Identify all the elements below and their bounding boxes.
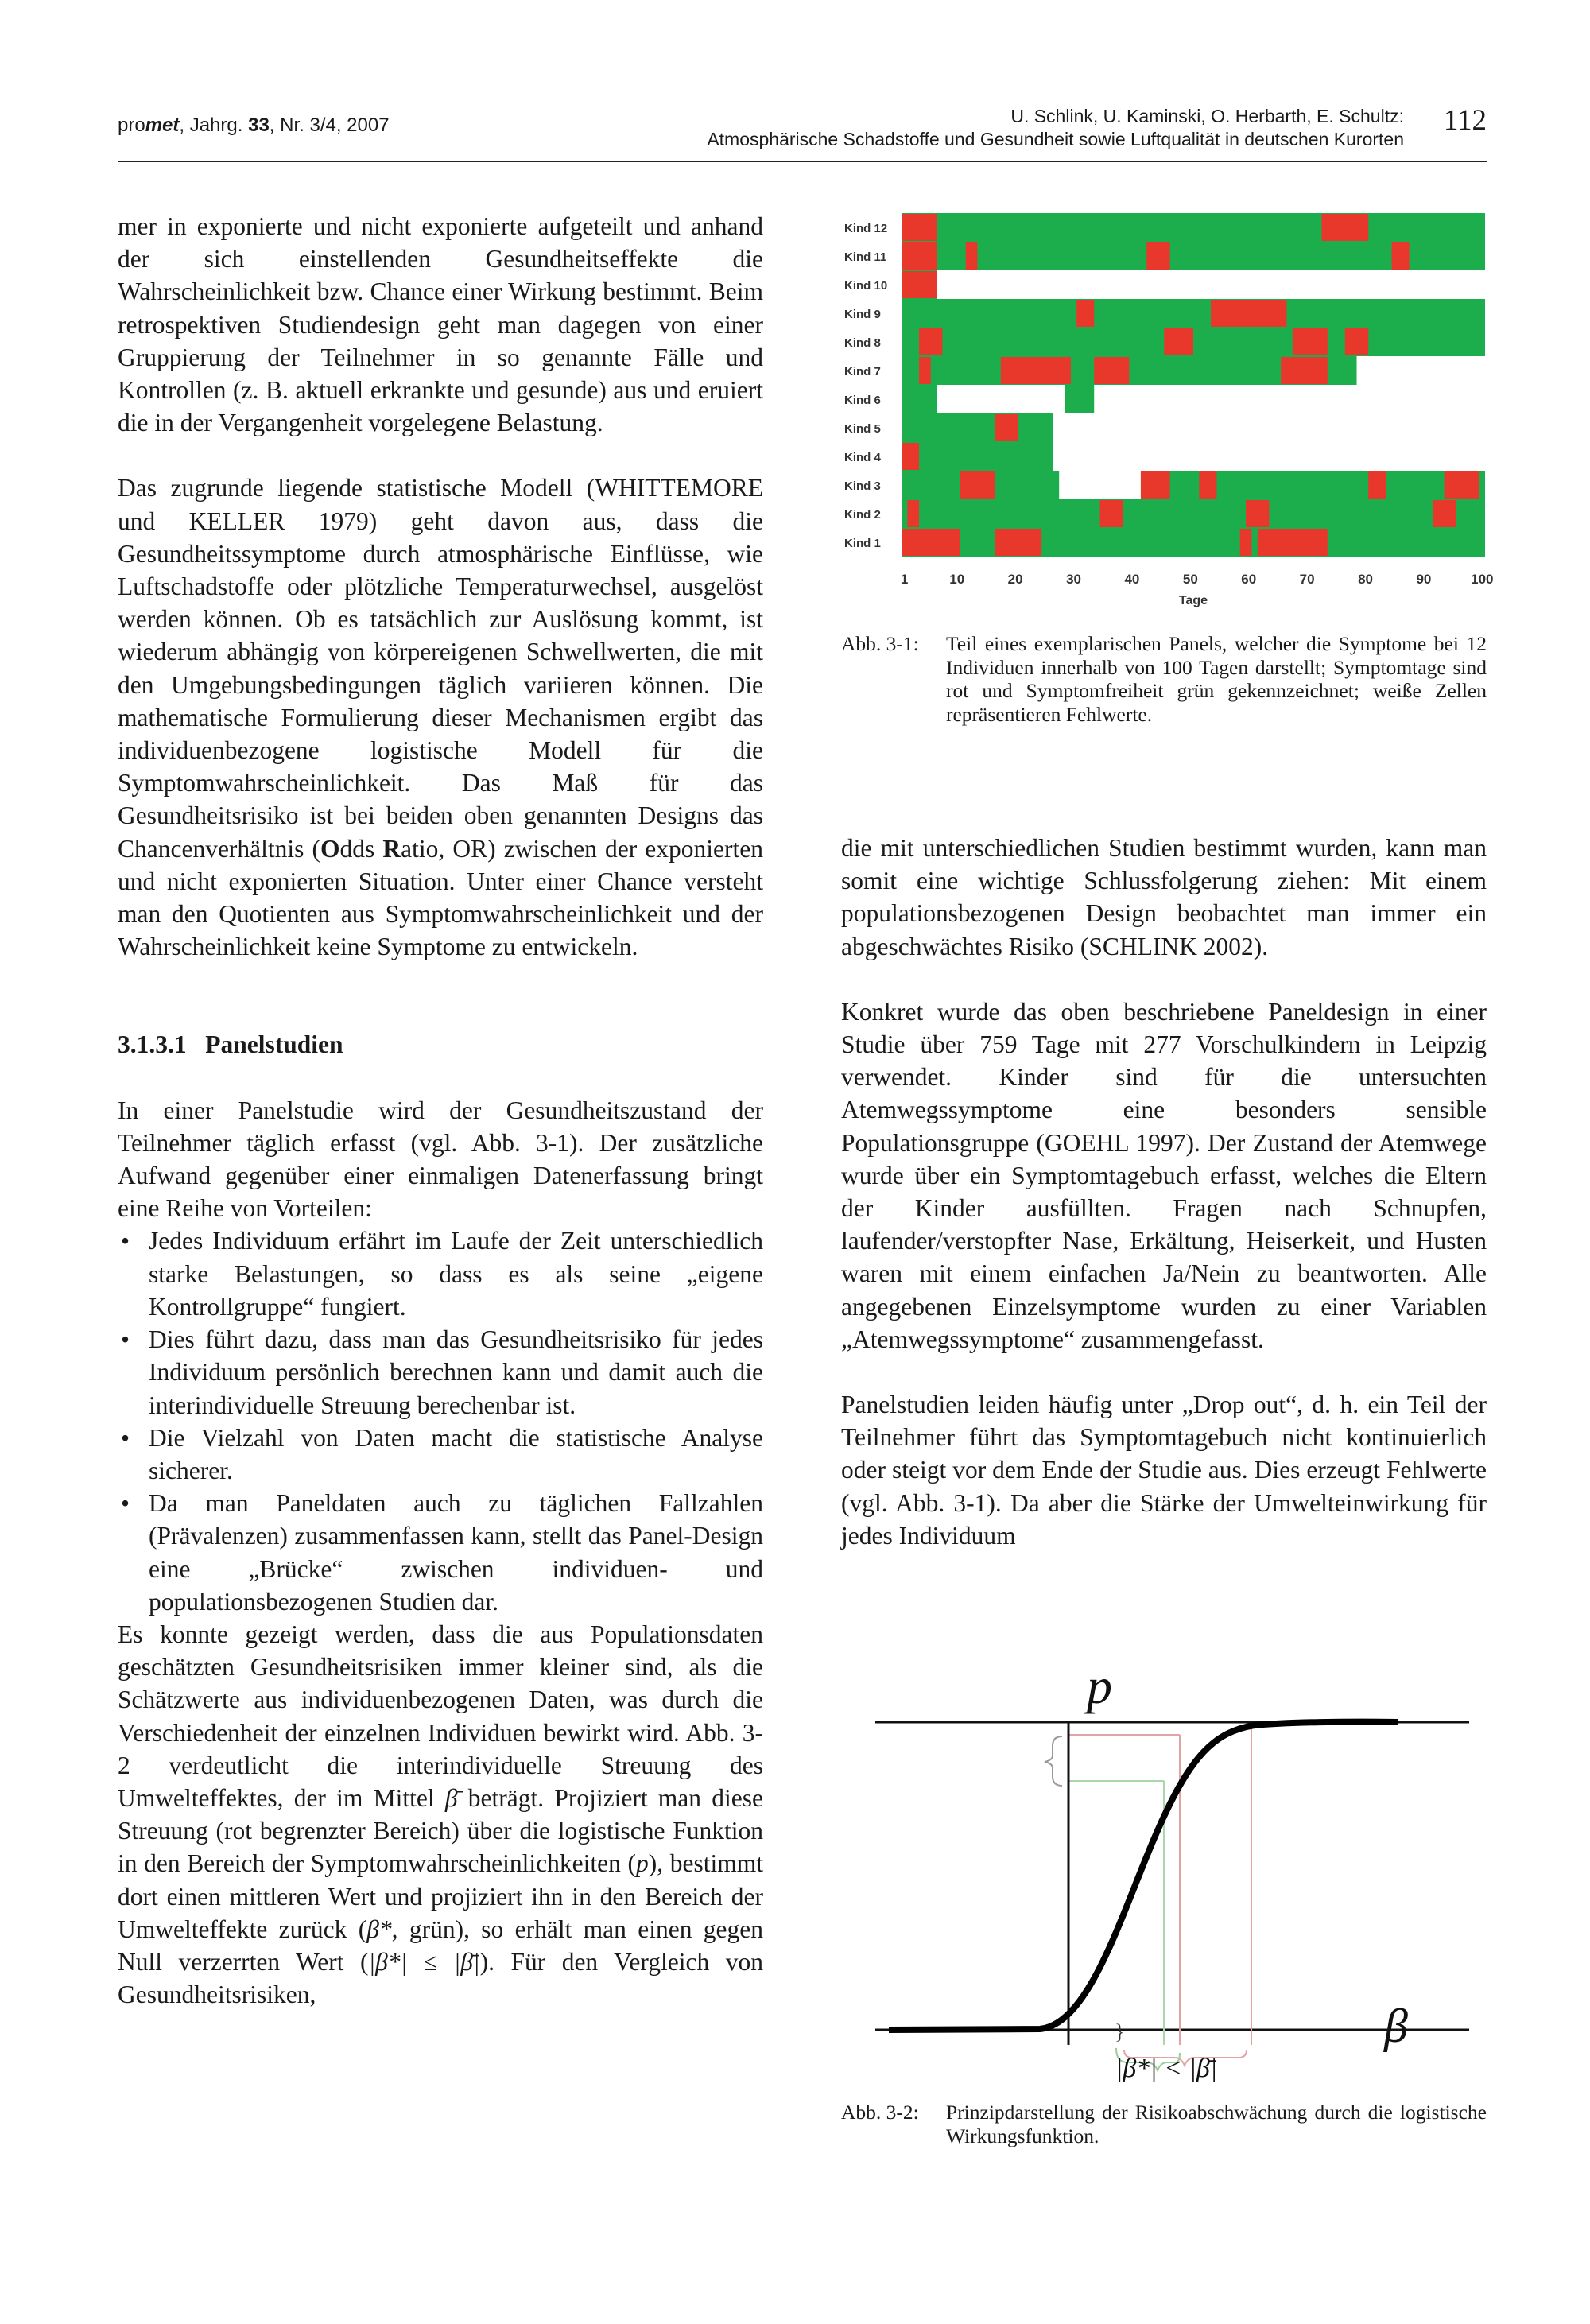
caption-label: Abb. 3-1: [841,632,919,655]
symptom-cell [1246,500,1269,527]
symptom-cell [966,242,978,270]
paragraph: mer in exponierte und nicht exponierte aufgeteilt und anhand der sich einstellenden Gesundheitseffekte die Wahrscheinlichkeit bzw. Chance einer Wirkung bestimmt. Beim retrospektiven Studiendesign geht man dagegen von einer Gruppierung der Teilnehmer in so genannte Fälle und Kontrollen (z. B. aktuell erkrankte und gesunde) aus und eruiert die in der Vergangenheit vorgelegene Belastung. [118,212,763,437]
panel-heatmap [841,208,1494,618]
p-range-brace [1045,1736,1062,1786]
symptom-cell [1258,529,1328,556]
logistic-diagram [841,1658,1487,2089]
no-symptom-band [902,499,1485,528]
missing-cell [1053,413,1485,442]
x-tick-label: 100 [1471,572,1494,587]
symptom-cell [919,357,931,384]
missing-cell [1094,385,1485,413]
p-axis-label: p [1087,1658,1112,1714]
symptom-cell [995,414,1018,441]
symptom-cell [902,271,937,298]
x-tick-label: 40 [1124,572,1140,587]
missing-cell [937,270,1485,299]
symptom-cell [1094,357,1129,384]
right-column [841,832,1487,1552]
x-tick-label: 20 [1007,572,1023,587]
panel-heatmap-figure [841,208,1494,618]
symptom-cell [1211,300,1286,327]
x-tick-label: 30 [1066,572,1081,587]
symptom-cell [902,214,937,241]
symptom-cell [902,242,937,270]
symptom-cell [1146,242,1169,270]
x-tick-label: 50 [1182,572,1198,587]
symptom-cell [1445,471,1479,499]
abs-beta-inequality: |β*| < |β̄| [1115,2054,1218,2083]
row-label: Kind 7 [844,365,881,378]
x-tick-label: 90 [1416,572,1432,587]
no-symptom-band [902,213,1485,242]
symptom-cell [902,443,919,470]
missing-cell [1357,356,1485,385]
row-label: Kind 9 [844,308,881,321]
paragraph: Es konnte gezeigt werden, dass die aus Populationsdaten geschätzten Gesundheitsrisiken immer kleiner sind, als die Schätzwerte aus individuenbezogenen Daten, was durch die Verschiedenheit der einzelnen Individuen bewirkt wird. Abb. 3-2 verdeutlicht die interindividuelle Streuung des Umwelteffektes, der im Mittel β̄ beträgt. Projiziert man diese Streuung (rot begrenzter Bereich) über die logistische Funktion in den Bereich der Symptomwahrscheinlichkeiten (p), bestimmt dort einen mittleren Wert und projiziert ihn in den Bereich der Umwelteffekte zurück (β*, grün), so erhält man einen gegen Null verzerrten Wert (|β*| ≤ |β̄|). Für den Vergleich von Gesundheitsrisiken, [118,1620,764,2009]
symptom-cell [1281,357,1328,384]
row-label: Kind 8 [844,336,881,350]
row-label: Kind 2 [844,508,881,522]
x-tick-label: 70 [1299,572,1315,587]
beta-axis-label: β [1384,2000,1408,2052]
paragraph: In einer Panelstudie wird der Gesundheitszustand der Teilnehmer täglich erfasst (vgl. Abb. 3-1). Der zusätzliche Aufwand gegenüber einer einmaligen Datenerfassung bringt eine Reihe von Vorteilen: [118,1096,763,1223]
row-label: Kind 12 [844,222,888,235]
running-head-title: Atmosphärische Schadstoffe und Gesundheit sowie Luftqualität in deutschen Kurorten [707,129,1404,149]
bullet-list [118,1224,763,1617]
missing-cell [1059,471,1141,499]
symptom-cell [1001,357,1071,384]
symptom-cell [1293,328,1328,355]
list-item: • Dies führt dazu, dass man das Gesundheitsrisiko für jedes Individuum persönlich berechnen kann und damit auch die interindividuelle Streuung berechenbar ist. [121,1325,763,1419]
x-tick-label: 60 [1241,572,1257,587]
symptom-cell [960,471,995,499]
paragraph: die mit unterschiedlichen Studien bestimmt wurden, kann man somit eine wichtige Schlussfolgerung ziehen: Mit einem populationsbezogenen Design beobachtet man immer ein abgeschwächtes Risiko (SCHLINK 2002). [841,834,1487,960]
x-tick-label: 80 [1358,572,1373,587]
page-header [118,105,1487,161]
symptom-cell [1076,300,1094,327]
paragraph: Konkret wurde das oben beschriebene Paneldesign in einer Studie über 759 Tage mit 277 Vorschulkindern in Leipzig verwendet. Kinder sind für die untersuchten Atemwegssymptome eine besonders sensible Populationsgruppe (GOEHL 1997). Der Zustand der Atemwege wurde über ein Symptomtagebuch erfasst, welches die Eltern der Kinder ausfüllten. Fragen nach Schnupfen, laufender/verstopfter Nase, Erkältung, Heiserkeit, und Husten waren mit einem einfachen Ja/Nein zu beantworten. Alle angegebenen Einzelsymptome wurden zu einer Variablen „Atemwegssymptome“ zusammengefasst. [841,997,1487,1353]
symptom-cell [1321,214,1368,241]
symptom-cell [1100,500,1123,527]
no-symptom-band [902,299,1485,328]
row-label: Kind 6 [844,394,881,407]
caption-text: Teil eines exemplarischen Panels, welcher die Symptome bei 12 Individuen innerhalb von 100 Tagen darstellt; Symptomtage sind rot und Symptomfreiheit grün gekennzeichnet; weiße Zellen repräsentieren Fehlwerte. [946,632,1487,726]
list-item: • Jedes Individuum erfährt im Laufe der Zeit unterschiedlich starke Belastungen, so dass es als seine „eigene Kontrollgruppe“ fungiert. [121,1227,763,1321]
symptom-cell [1345,328,1368,355]
row-label: Kind 10 [844,279,888,293]
logistic-curve [889,1722,1398,2030]
no-symptom-band [902,528,1485,557]
symptom-cell [1392,242,1410,270]
page-number: 112 [1443,104,1487,137]
symptom-cell [995,529,1041,556]
figure-caption-2 [841,2101,1487,2156]
list-item: • Da man Paneldaten auch zu täglichen Fallzahlen (Prävalenzen) zusammenfassen kann, stellt das Panel-Design eine „Brücke“ zwischen individuen- und populationsbezogenen Studien dar. [121,1489,763,1616]
list-item: • Die Vielzahl von Daten macht die statistische Analyse sicherer. [121,1423,763,1484]
missing-cell [1053,442,1485,471]
paragraph: Panelstudien leiden häufig unter „Drop out“, d. h. ein Teil der Teilnehmer führt das Symptomtagebuch nicht kontinuierlich oder steigt vor dem Ende der Studie aus. Dies erzeugt Fehlwerte (vgl. Abb. 3-1). Da aber die Stärke der Umwelteinwirkung für jedes Individuum [841,1391,1487,1550]
logistic-function-figure [841,1658,1487,2089]
x-axis-label: Tage [1178,594,1208,607]
row-label: Kind 4 [844,451,881,464]
symptom-cell [1199,471,1216,499]
row-label: Kind 3 [844,479,881,493]
journal-reference: promet, Jahrg. 33, Nr. 3/4, 2007 [118,114,390,136]
paragraph: Das zugrunde liegende statistische Modell (WHITTEMORE und KELLER 1979) geht davon aus, dass die Gesundheitssymptome durch atmosphärische Einflüsse, wie Luftschadstoffe oder plötzliche Temperaturwechsel, ausgelöst werden können. Ob es tatsächlich zur Auslösung kommt, ist wiederum abhängig von körpereigenen Schwellwerten, die mit den Umgebungsbedingungen täglich variieren können. Die mathematische Formulierung dieser Mechanismen ergibt das individuenbezogene logistische Modell für die Symptomwahrscheinlichkeit. Das Maß für das Gesundheitsrisiko ist bei beiden oben genannten Designs das Chancenverhältnis (Odds Ratio, OR) zwischen der exponierten und nicht exponierten Situation. Unter einer Chance versteht man den Quotienten aus Symptomwahrscheinlichkeit und der Wahrscheinlichkeit keine Symptome zu entwickeln. [118,474,763,961]
header-rule [118,161,1487,162]
caption-label: Abb. 3-2: [841,2101,919,2124]
row-label: Kind 1 [844,537,881,550]
symptom-cell [902,529,960,556]
symptom-cell [1368,471,1386,499]
x-tick-label: 1 [900,572,909,587]
symptom-cell [907,500,919,527]
beta-range-brace-mark: } [1115,2020,1125,2043]
x-tick-label: 10 [949,572,965,587]
missing-cell [937,385,1065,413]
symptom-cell [1141,471,1170,499]
running-head [118,105,1404,151]
figure-caption-1 [841,632,1487,775]
symptom-cell [919,328,942,355]
symptom-cell [1433,500,1456,527]
row-label: Kind 11 [844,250,887,264]
caption-text: Prinzipdarstellung der Risikoabschwächung durch die logistische Wirkungsfunktion. [946,2101,1487,2147]
symptom-cell [1164,328,1193,355]
section-heading: 3.1.3.1 Panelstudien [118,1030,343,1059]
left-column [118,210,763,2011]
running-head-authors: U. Schlink, U. Kaminski, O. Herbarth, E. Schultz: [1010,106,1404,126]
row-label: Kind 5 [844,422,881,436]
symptom-cell [1240,529,1252,556]
